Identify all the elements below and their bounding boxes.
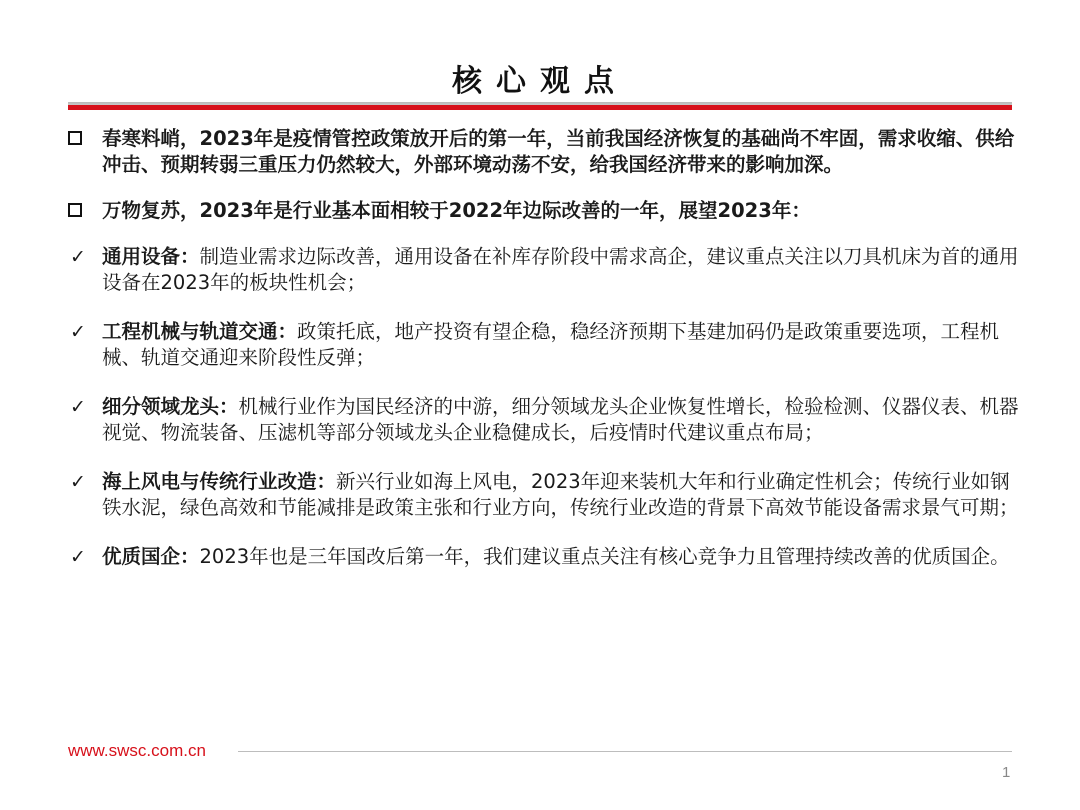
check-label: 细分领域龙头： [102,395,239,418]
check-item [68,544,1026,570]
square-bullet-icon [68,126,82,152]
checkmark-icon: ✓ [70,471,86,493]
check-item [68,394,1026,446]
page-title: 核心观点 [452,64,628,99]
check-text: 新兴行业如海上风电，2023年迎来装机大年和行业确定性机会；传统行业如钢铁水泥，绿色高效和节能减排是政策主张和行业方向，传统行业改造的背景下高效节能设备需求景气可期； [102,470,1019,519]
check-item [68,244,1026,296]
point-item [68,198,1026,224]
point-item [68,126,1026,178]
square-bullet-icon [68,198,82,224]
check-item [68,469,1026,521]
page-number: 1 [1002,764,1011,781]
checkmark-icon: ✓ [70,546,86,568]
point-text: 春寒料峭，2023年是疫情管控政策放开后的第一年，当前我国经济恢复的基础尚不牢固，需求收缩、供给冲击、预期转弱三重压力仍然较大，外部环境动荡不安，给我国经济带来的影响加深。 [102,127,1015,176]
footer-website-link[interactable]: www.swsc.com.cn [68,741,206,760]
check-item [68,319,1026,371]
checkmark-icon: ✓ [70,246,86,268]
check-text: 政策托底，地产投资有望企稳，稳经济预期下基建加码仍是政策重要选项，工程机械、轨道交通迎来阶段性反弹； [102,320,1000,369]
check-label: 通用设备： [102,245,200,268]
check-text: 2023年也是三年国改后第一年，我们建议重点关注有核心竞争力且管理持续改善的优质国企。 [199,545,1010,568]
footer-divider [238,751,1012,752]
key-points-list [68,126,1026,570]
title-underline-bar [68,102,1012,110]
point-text: 万物复苏，2023年是行业基本面相较于2022年边际改善的一年，展望2023年： [102,199,811,222]
check-label: 海上风电与传统行业改造： [102,470,337,493]
check-label: 工程机械与轨道交通： [102,320,298,343]
check-text: 制造业需求边际改善，通用设备在补库存阶段中需求高企，建议重点关注以刀具机床为首的通用设备在2023年的板块性机会； [102,245,1019,294]
checkmark-icon: ✓ [70,321,86,343]
check-text: 机械行业作为国民经济的中游，细分领域龙头企业恢复性增长，检验检测、仪器仪表、机器视觉、物流装备、压滤机等部分领域龙头企业稳健成长，后疫情时代建议重点布局； [102,395,1019,444]
check-label: 优质国企： [102,545,200,568]
checkmark-icon: ✓ [70,396,86,418]
